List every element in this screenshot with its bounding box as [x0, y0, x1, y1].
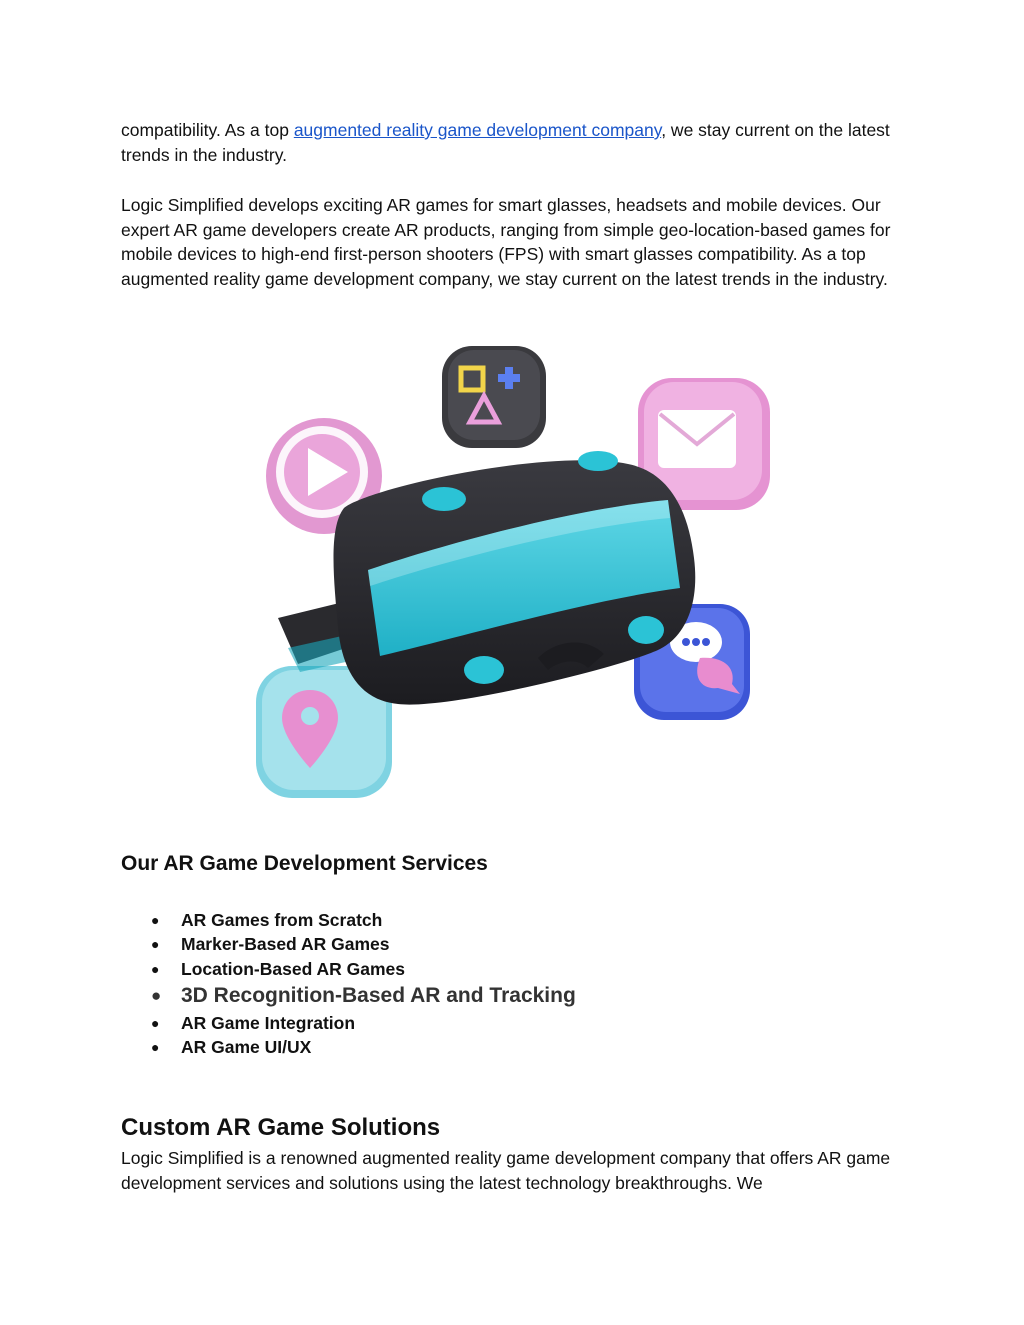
list-item	[121, 1035, 576, 1059]
intro-paragraph-1	[121, 118, 891, 167]
list-item-label: AR Game Integration	[181, 1012, 356, 1033]
intro-section	[121, 118, 891, 291]
list-item	[121, 1011, 576, 1035]
bullet: ●	[151, 1014, 160, 1031]
bullet: ●	[151, 985, 162, 1005]
list-item-label: Marker-Based AR Games	[181, 934, 390, 955]
list-item-label: AR Games from Scratch	[181, 910, 383, 930]
company-link[interactable]: augmented reality game development company	[293, 120, 662, 140]
custom-solutions-paragraph: Logic Simplified is a renowned augmented reality game development company that offers AR game development services and solutions using the latest technology breakthroughs. We	[121, 1148, 891, 1193]
bullet: ●	[151, 936, 160, 953]
custom-solutions-heading: Custom AR Game Solutions	[121, 1114, 441, 1141]
list-item	[121, 957, 576, 981]
intro-text-after: , we stay current on the latest trends in the industry.	[121, 120, 890, 165]
bullet: ●	[151, 960, 160, 977]
services-heading: Our AR Game Development Services	[121, 852, 488, 875]
list-item-label: 3D Recognition-Based AR and Tracking	[181, 983, 576, 1007]
shapes-icon	[442, 346, 546, 448]
bullet: ●	[151, 1039, 160, 1056]
list-item	[121, 981, 576, 1011]
intro-text-before: compatibility. As a top	[121, 120, 294, 140]
ar-headset-illustration	[248, 338, 778, 803]
list-item	[121, 908, 576, 932]
list-item	[121, 932, 576, 956]
list-item-label: AR Game UI/UX	[181, 1037, 312, 1058]
bullet: ●	[151, 912, 160, 928]
list-item-label: Location-Based AR Games	[181, 958, 405, 979]
services-list	[121, 908, 576, 1059]
intro-paragraph-2: Logic Simplified develops exciting AR games for smart glasses, headsets and mobile devices. Our expert AR game developers create AR products, ranging from simple geo-location-based games for mobile devices to high-end first-person shooters (FPS) with smart glasses compatibility. As a top augmented reality game development company, we stay current on the latest trends in the industry.	[121, 195, 891, 289]
